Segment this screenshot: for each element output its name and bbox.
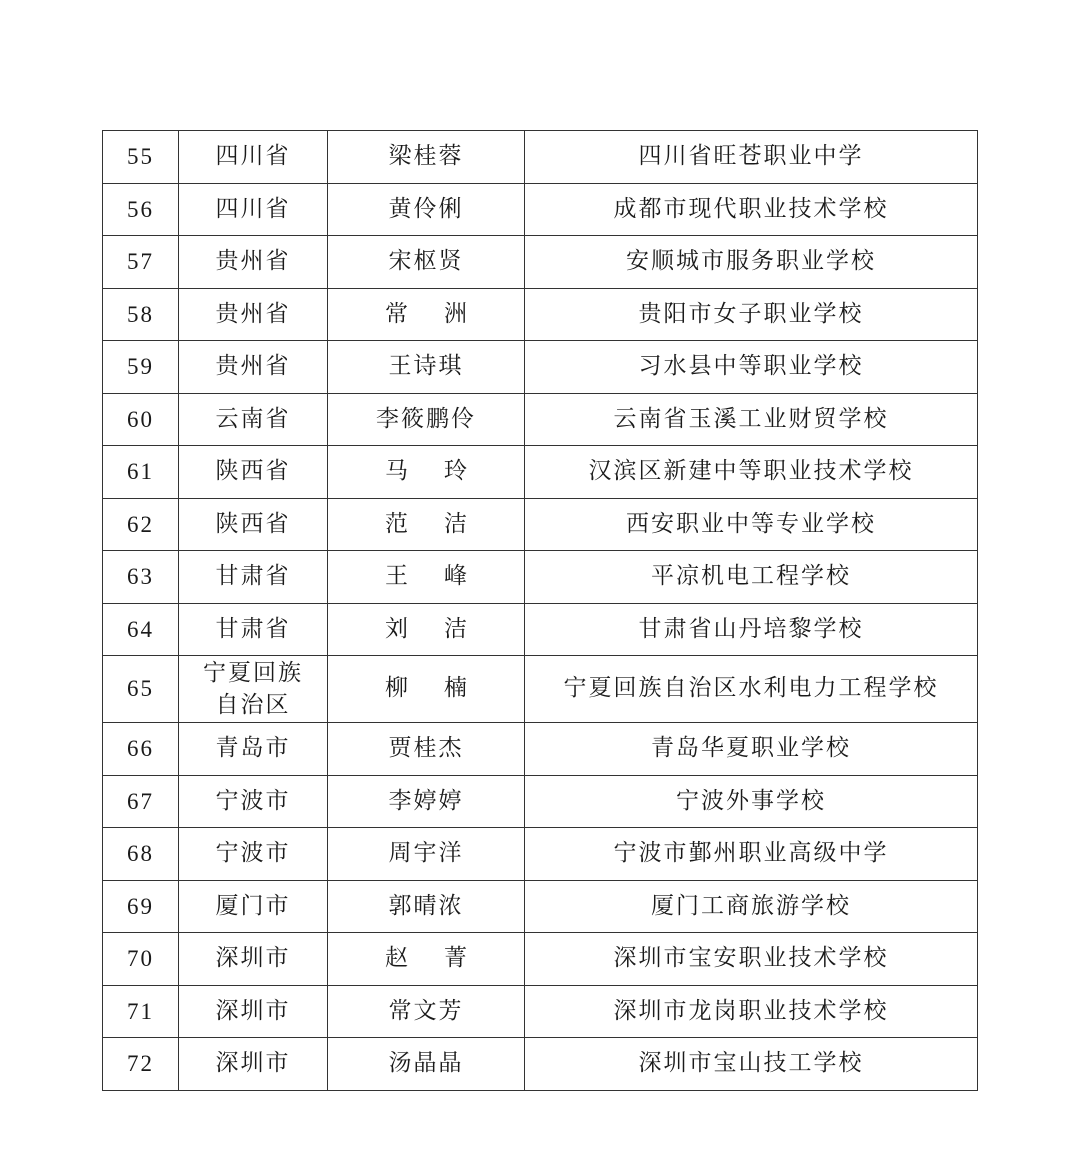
table-row	[103, 288, 978, 341]
table-row	[103, 985, 978, 1038]
table-row	[103, 131, 978, 184]
school-cell: 深圳市宝安职业技术学校	[525, 933, 978, 986]
row-number: 72	[103, 1038, 179, 1091]
school-cell: 宁夏回族自治区水利电力工程学校	[525, 656, 978, 723]
name-cell: 王诗琪	[328, 341, 525, 394]
table-row	[103, 603, 978, 656]
region-multiline	[203, 657, 303, 721]
name-cell: 常文芳	[328, 985, 525, 1038]
row-number: 67	[103, 775, 179, 828]
name-cell: 宋枢贤	[328, 236, 525, 289]
school-cell: 深圳市宝山技工学校	[525, 1038, 978, 1091]
region-cell: 贵州省	[179, 341, 328, 394]
region-cell: 宁波市	[179, 828, 328, 881]
region-cell: 陕西省	[179, 498, 328, 551]
table-row	[103, 723, 978, 776]
table-row	[103, 551, 978, 604]
school-cell: 成都市现代职业技术学校	[525, 183, 978, 236]
name-cell: 李婷婷	[328, 775, 525, 828]
region-line-1: 宁夏回族	[203, 659, 303, 686]
name-cell: 常洲	[385, 300, 503, 327]
name-cell: 周宇洋	[328, 828, 525, 881]
name-cell: 马玲	[385, 458, 503, 485]
row-number: 59	[103, 341, 179, 394]
row-number: 65	[103, 656, 179, 723]
region-cell: 四川省	[179, 183, 328, 236]
school-cell: 青岛华夏职业学校	[525, 723, 978, 776]
table-row	[103, 775, 978, 828]
name-cell: 黄伶俐	[328, 183, 525, 236]
school-cell: 平凉机电工程学校	[525, 551, 978, 604]
name-cell: 柳楠	[385, 675, 503, 702]
school-cell: 贵阳市女子职业学校	[525, 288, 978, 341]
name-cell: 王峰	[385, 563, 503, 590]
row-number: 60	[103, 393, 179, 446]
table-row	[103, 880, 978, 933]
table-row	[103, 498, 978, 551]
region-cell: 青岛市	[179, 723, 328, 776]
region-cell: 陕西省	[179, 446, 328, 499]
school-cell: 习水县中等职业学校	[525, 341, 978, 394]
school-cell: 宁波外事学校	[525, 775, 978, 828]
name-cell: 范洁	[385, 510, 503, 537]
row-number: 64	[103, 603, 179, 656]
school-cell: 四川省旺苍职业中学	[525, 131, 978, 184]
name-cell: 汤晶晶	[328, 1038, 525, 1091]
name-cell: 刘洁	[385, 615, 503, 642]
region-cell: 贵州省	[179, 236, 328, 289]
region-cell: 甘肃省	[179, 603, 328, 656]
row-number: 71	[103, 985, 179, 1038]
region-cell: 贵州省	[179, 288, 328, 341]
school-cell: 汉滨区新建中等职业技术学校	[525, 446, 978, 499]
row-number: 58	[103, 288, 179, 341]
region-cell: 深圳市	[179, 1038, 328, 1091]
school-cell: 云南省玉溪工业财贸学校	[525, 393, 978, 446]
table-row	[103, 183, 978, 236]
region-cell: 深圳市	[179, 985, 328, 1038]
row-number: 68	[103, 828, 179, 881]
region-cell: 四川省	[179, 131, 328, 184]
table-row	[103, 446, 978, 499]
region-line-2: 自治区	[215, 692, 291, 718]
school-cell: 宁波市鄞州职业高级中学	[525, 828, 978, 881]
region-cell	[179, 656, 328, 723]
school-cell: 安顺城市服务职业学校	[525, 236, 978, 289]
school-cell: 深圳市龙岗职业技术学校	[525, 985, 978, 1038]
school-cell: 甘肃省山丹培黎学校	[525, 603, 978, 656]
row-number: 66	[103, 723, 179, 776]
region-cell: 云南省	[179, 393, 328, 446]
name-cell: 赵菁	[385, 945, 503, 972]
table-row	[103, 236, 978, 289]
name-cell: 贾桂杰	[328, 723, 525, 776]
region-cell: 甘肃省	[179, 551, 328, 604]
school-cell: 厦门工商旅游学校	[525, 880, 978, 933]
row-number: 70	[103, 933, 179, 986]
name-cell: 梁桂蓉	[328, 131, 525, 184]
roster-table	[102, 130, 978, 1091]
table-row	[103, 933, 978, 986]
region-cell: 宁波市	[179, 775, 328, 828]
table-row	[103, 341, 978, 394]
region-cell: 厦门市	[179, 880, 328, 933]
row-number: 57	[103, 236, 179, 289]
row-number: 61	[103, 446, 179, 499]
row-number: 62	[103, 498, 179, 551]
row-number: 63	[103, 551, 179, 604]
row-number: 69	[103, 880, 179, 933]
name-cell: 郭晴浓	[328, 880, 525, 933]
table-row	[103, 1038, 978, 1091]
row-number: 55	[103, 131, 179, 184]
row-number: 56	[103, 183, 179, 236]
table-row	[103, 393, 978, 446]
school-cell: 西安职业中等专业学校	[525, 498, 978, 551]
table-row	[103, 828, 978, 881]
name-cell: 李筱鹏伶	[328, 393, 525, 446]
region-cell: 深圳市	[179, 933, 328, 986]
table-row	[103, 656, 978, 723]
